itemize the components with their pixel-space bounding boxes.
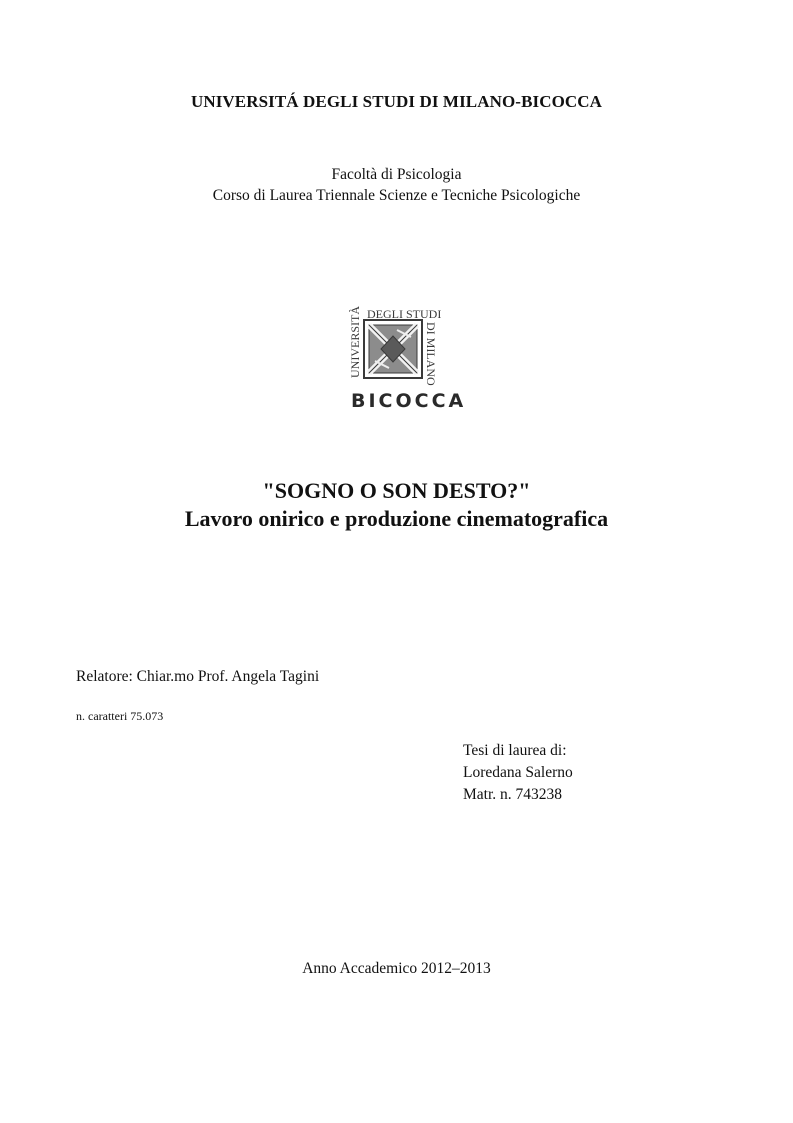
university-logo: [345, 306, 467, 412]
thesis-title-line-2: Lavoro onirico e produzione cinematografica: [184, 506, 609, 531]
thesis-title: [0, 477, 793, 533]
author-block: [463, 740, 573, 806]
supervisor-line: Relatore: Chiar.mo Prof. Angela Tagini: [76, 668, 320, 685]
faculty-name: Facoltà di Psicologia: [331, 166, 462, 183]
thesis-title-line-1: "SOGNO O SON DESTO?": [262, 478, 531, 503]
faculty-block: [0, 164, 793, 206]
author-label: Tesi di laurea di:: [463, 742, 567, 759]
logo-text-top: DEGLI STUDI: [367, 307, 442, 321]
author-name: Loredana Salerno: [463, 764, 573, 781]
logo-text-right: DI MILANO: [424, 322, 438, 386]
university-name: UNIVERSITÁ DEGLI STUDI DI MILANO-BICOCCA: [190, 92, 603, 111]
bicocca-logo-icon: [345, 306, 467, 412]
character-count: n. caratteri 75.073: [76, 709, 164, 723]
logo-text-bottom: BICOCCA: [351, 390, 467, 412]
logo-text-left: UNIVERSITÀ: [348, 306, 362, 378]
author-matricola: Matr. n. 743238: [463, 786, 563, 803]
course-name: Corso di Laurea Triennale Scienze e Tecniche Psicologiche: [212, 187, 581, 204]
academic-year: Anno Accademico 2012–2013: [302, 960, 491, 977]
